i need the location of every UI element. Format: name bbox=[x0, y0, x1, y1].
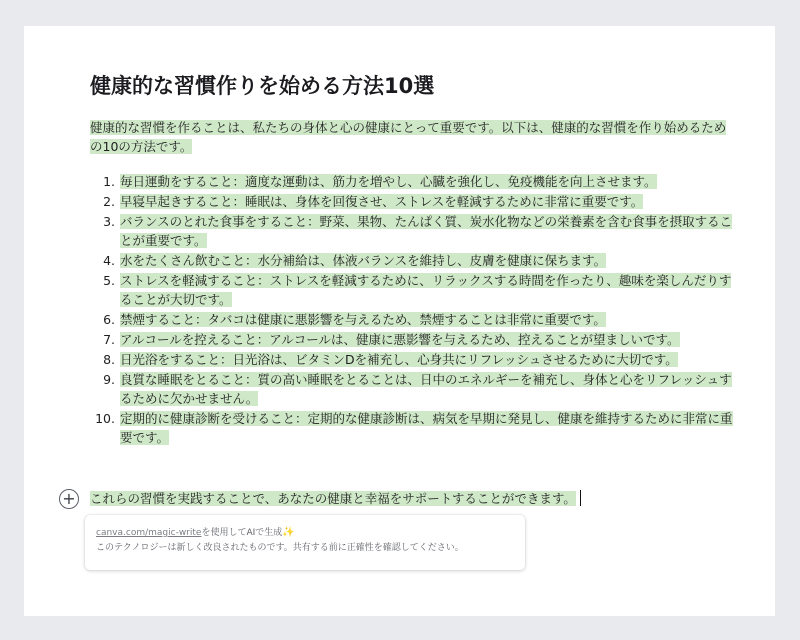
list-item-text: アルコールを控えること：アルコールは、健康に悪影響を与えるため、控えることが望ましいです。 bbox=[120, 332, 680, 347]
intro-paragraph[interactable] bbox=[90, 118, 733, 156]
list-item-number: 5. bbox=[103, 273, 115, 288]
list-item-body bbox=[120, 310, 733, 329]
list-item-body bbox=[120, 370, 733, 408]
magic-write-link[interactable]: canva.com/magic-write bbox=[96, 528, 202, 538]
list-item-body bbox=[120, 172, 733, 191]
list-item[interactable] bbox=[90, 350, 733, 369]
list-item-body bbox=[120, 330, 733, 349]
add-element-button[interactable] bbox=[59, 489, 79, 509]
list-item-number: 6. bbox=[103, 312, 115, 327]
list-item-body bbox=[120, 212, 733, 250]
document-title[interactable]: 健康的な習慣作りを始める方法10選 bbox=[90, 74, 435, 98]
list-item-text: 水をたくさん飲むこと：水分補給は、体液バランスを維持し、皮膚を健康に保ちます。 bbox=[120, 253, 607, 268]
list-item-number: 4. bbox=[103, 253, 115, 268]
closing-paragraph[interactable] bbox=[90, 489, 740, 508]
list-item[interactable] bbox=[90, 370, 733, 408]
list-item-number: 7. bbox=[103, 332, 115, 347]
list-item-text: 良質な睡眠をとること：質の高い睡眠をとることは、日中のエネルギーを補充し、身体と心をリフレッシュするために欠かせません。 bbox=[120, 372, 732, 406]
plus-icon: + bbox=[62, 489, 76, 508]
list-item[interactable] bbox=[90, 172, 733, 191]
list-item-text: 日光浴をすること：日光浴は、ビタミンDを補充し、心身共にリフレッシュさせるために大切です。 bbox=[120, 352, 678, 367]
list-item-text: 定期的に健康診断を受けること：定期的な健康診断は、病気を早期に発見し、健康を維持するために非常に重要です。 bbox=[120, 411, 733, 445]
list-item-number: 10. bbox=[95, 411, 115, 426]
list-item-number: 2. bbox=[103, 194, 115, 209]
closing-text: これらの習慣を実践することで、あなたの健康と幸福をサポートすることができます。 bbox=[90, 491, 576, 506]
methods-list bbox=[90, 172, 733, 448]
list-item[interactable] bbox=[90, 330, 733, 349]
ai-generated-info-card bbox=[85, 515, 525, 570]
list-item-number: 1. bbox=[103, 174, 115, 189]
list-item[interactable] bbox=[90, 409, 733, 447]
list-item-text: ストレスを軽減すること：ストレスを軽減するために、リラックスする時間を作ったり、趣味を楽しんだりすることが大切です。 bbox=[120, 273, 732, 307]
list-item-body bbox=[120, 192, 733, 211]
sparkle-icon: ✨ bbox=[282, 527, 295, 538]
list-item[interactable] bbox=[90, 271, 733, 309]
list-item-body bbox=[120, 251, 733, 270]
list-item[interactable] bbox=[90, 192, 733, 211]
list-item[interactable] bbox=[90, 251, 733, 270]
list-item-number: 9. bbox=[103, 372, 115, 387]
text-cursor bbox=[580, 490, 581, 506]
intro-text: 健康的な習慣を作ることは、私たちの身体と心の健康にとって重要です。以下は、健康的な習慣を作り始めるための10の方法です。 bbox=[90, 120, 727, 154]
list-item-text: 禁煙すること：タバコは健康に悪影響を与えるため、禁煙することは非常に重要です。 bbox=[120, 312, 606, 327]
list-item-text: 早寝早起きすること：睡眠は、身体を回復させ、ストレスを軽減するために非常に重要です。 bbox=[120, 194, 644, 209]
info-card-line1-suffix: を使用してAIで生成 bbox=[201, 528, 283, 538]
list-item-number: 3. bbox=[103, 214, 115, 229]
list-item-body bbox=[120, 409, 733, 447]
list-item-number: 8. bbox=[103, 352, 115, 367]
document-page bbox=[24, 26, 775, 616]
info-card-disclaimer: このテクノロジーは新しく改良されたものです。共有する前に正確性を確認してください。 bbox=[96, 543, 464, 553]
list-item-text: バランスのとれた食事をすること：野菜、果物、たんぱく質、炭水化物などの栄養素を含む食事を摂取することが重要です。 bbox=[120, 214, 733, 248]
list-item[interactable] bbox=[90, 212, 733, 250]
list-item-body bbox=[120, 271, 733, 309]
list-item[interactable] bbox=[90, 310, 733, 329]
info-card-line1 bbox=[96, 525, 514, 541]
list-item-body bbox=[120, 350, 733, 369]
list-item-text: 毎日運動をすること：適度な運動は、筋力を増やし、心臓を強化し、免疫機能を向上させます。 bbox=[120, 174, 657, 189]
